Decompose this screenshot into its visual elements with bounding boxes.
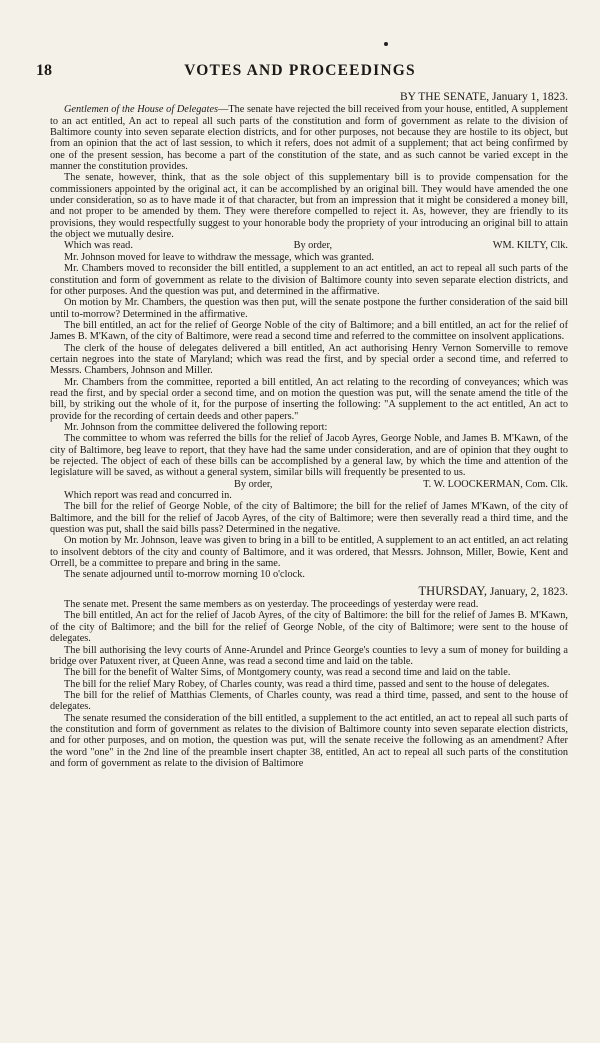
- paragraph: The bill entitled, An act for the relief of Jacob Ayres, of the city of Baltimore: the bill for the relief of James B. M'Kawn, of the city of Baltimore; and the bill for the relief of George Noble, of the city of Baltimore; were sent to the house of delegates.: [50, 610, 568, 645]
- paragraph: The bill for the relief of George Noble, of the city of Baltimore; the bill for the relief of James M'Kawn, of the city of Baltimore, and the bill for the relief of Jacob Ayres, of the city of Baltimore; were then severally read a third time, and the question was put, shall the said bills pass? Determined in the negative.: [50, 501, 568, 536]
- paragraph: The senate met. Present the same members as on yesterday. The proceedings of yesterday were read.: [64, 599, 479, 611]
- signature-line-2: [50, 479, 568, 490]
- section-date: January 1, 1823.: [491, 91, 568, 103]
- paragraph: Mr. Johnson from the committee delivered the following report:: [64, 421, 328, 433]
- message-paragraph-2: The senate, however, think, that as the sole object of this supplementary bill is to provide compensation for the commissioners appointed by the original act, it can be accomplished by an original bill. They would have amended the one under consideration, so as to have made it of that character, but from an impression that it might be considered a money bill, and not proper to be amended by them. They were therefore compelled to reject it. As, however, they are friendly to its provisions, they would respectfully suggest to your honorable body the propriety of your introducing an original bill to attain the object we mutually desire.: [50, 172, 568, 241]
- paragraph: Which report was read and concurred in.: [64, 490, 232, 502]
- page-body: [50, 92, 568, 769]
- which-read: Which was read.: [64, 240, 133, 252]
- paragraph: The bill authorising the levy courts of Anne-Arundel and Prince George's counties to levy a sum of money for building a bridge over Patuxent river, at Queen Anne, was read a second time and laid on the table.: [50, 644, 568, 667]
- by-order: By order,: [234, 478, 273, 490]
- paragraph: The senate resumed the consideration of the bill entitled, a supplement to the act entitled, an act to repeal all such parts of the constitution and form of government as relates to the division of Baltimore county into seven separate election districts, and for other purposes, and on motion, the question was put, will the senate receive the following as an amendment? After the word "one" in the 2nd line of the preamble insert chapter 38, entitled, An act to repeal all such parts of the constitution and form of government as relate to the division of Baltimore: [50, 712, 568, 769]
- paragraph: The bill for the relief of Matthias Clements, of Charles county, was read a third time, passed, and sent to the house of delegates.: [50, 689, 568, 713]
- paragraph: Mr. Chambers moved to reconsider the bill entitled, a supplement to an act entitled, an act to repeal all such parts of the constitution and form of government as relate to the division of Baltimore county into seven separate election districts, and for other purposes. And the question was put, and determined in the affirmative.: [50, 263, 568, 297]
- paragraph: The committee to whom was referred the bills for the relief of Jacob Ayres, George Noble, and James B. M'Kawn, of the city of Baltimore, beg leave to report, that they have had the same under consideration, and are of opinion that they ought to be rejected. The object of each of these bills can be accomplished by a general law, by which the time and attention of the legislature will be saved, as without a general system, similar bills will frequently be presented to us.: [50, 433, 568, 479]
- ink-speck: [384, 42, 388, 46]
- section-house: BY THE SENATE,: [399, 91, 490, 103]
- message-paragraph: [50, 104, 568, 172]
- running-title: VOTES AND PROCEEDINGS: [184, 62, 416, 79]
- paragraph: On motion by Mr. Chambers, the question was then put, will the senate postpone the further consideration of the said bill until to-morrow? Determined in the affirmative.: [50, 297, 568, 320]
- clerk-signature: WM. KILTY, Clk.: [492, 240, 568, 252]
- section-day: THURSDAY,: [418, 583, 487, 598]
- page-header: [30, 62, 570, 84]
- paragraph: On motion by Mr. Johnson, leave was given to bring in a bill to be entitled, A supplement to an act entitled, an act relating to insolvent debtors of the city and county of Baltimore, and it was ordered, that Messrs. Johnson, Miller, Bowie, Kent and Orrell, be a committee to prepare and bring in the same.: [50, 535, 568, 570]
- by-order: By order,: [293, 240, 333, 252]
- paragraph: The bill for the benefit of Walter Sims, of Montgomery county, was read a second time and laid on the table.: [64, 667, 511, 679]
- paragraph: Mr. Johnson moved for leave to withdraw the message, which was granted.: [64, 251, 374, 263]
- section-heading-thursday: [50, 583, 568, 598]
- paragraph: The bill for the relief Mary Robey, of Charles county, was read a third time, passed and sent to the house of delegates.: [64, 678, 550, 690]
- signature-line-1: [50, 240, 568, 251]
- section-date: January, 2, 1823.: [489, 585, 568, 598]
- page-number: 18: [36, 62, 52, 79]
- section-heading-senate: [50, 92, 568, 103]
- clerk-signature: T. W. LOOCKERMAN, Com. Clk.: [423, 478, 568, 490]
- message-salutation: Gentlemen of the House of Delegates: [64, 104, 219, 116]
- paragraph: Mr. Chambers from the committee, reported a bill entitled, An act relating to the recording of conveyances; which was read the first, and by special order a second time, and on motion the question was put, will the senate amend the title of the bill, by striking out the whole of it, for the purpose of inserting the following: "A supplement to the act entitled, An act to provide for the recording of certain deeds and other papers.": [50, 376, 568, 422]
- paragraph: The clerk of the house of delegates delivered a bill entitled, An act authorising Henry Vernon Somerville to remove certain negroes into the state of Maryland; which was read the first, and by special order a second time, and referred to Messrs. Chambers, Johnson and Miller.: [50, 342, 568, 377]
- message-text: —The senate have rejected the bill received from your house, entitled, A supplement to an act entitled, An act to repeal all such parts of the constitution and form of government as relate to the division of Baltimore county into seven separate election districts, and for other purposes, not because they are hostile to its object, but from an opinion that the act of last session, to which it refers, does not admit of a supplement; that act being confirmed by one of the present session, has become a part of the constitution of the state, and as such cannot be varied except in the manner the constitution provides.: [50, 104, 568, 173]
- paragraph: The bill entitled, an act for the relief of George Noble of the city of Baltimore; and a bill entitled, an act for the relief of James B. M'Kawn, of the city of Baltimore, were read a second time and referred to the committee on insolvent applications.: [50, 319, 568, 343]
- paragraph: The senate adjourned until to-morrow morning 10 o'clock.: [64, 569, 305, 581]
